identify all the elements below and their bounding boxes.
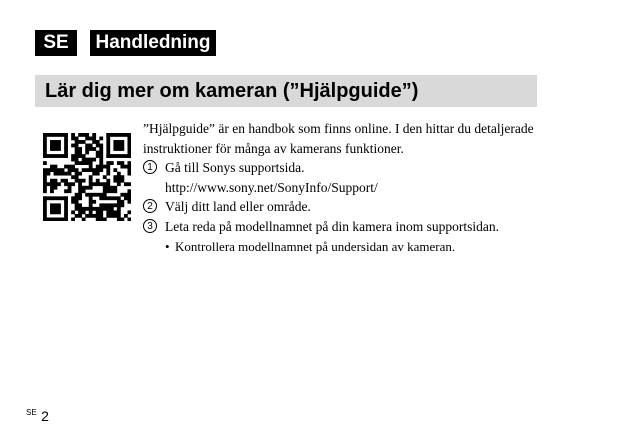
- qr-code-icon: [43, 133, 131, 221]
- step-text: Välj ditt land eller område.: [165, 199, 311, 214]
- intro-paragraph: ”Hjälpguide” är en handbok som finns online. I den hittar du detaljerade instruktioner för många av kamerans funktioner.: [143, 121, 534, 156]
- body-text: [143, 119, 543, 257]
- step-number: 3: [143, 219, 157, 233]
- page-prefix: SE: [26, 408, 37, 417]
- step-number: 2: [143, 199, 157, 213]
- note-item: [143, 237, 543, 257]
- step-2: [143, 197, 543, 217]
- step-number: 1: [143, 160, 157, 174]
- page-number-value: 2: [41, 408, 49, 424]
- language-badge: SE: [35, 30, 77, 56]
- step-1: [143, 158, 543, 197]
- bullet-icon: •: [165, 239, 170, 254]
- step-text: Gå till Sonys supportsida.: [165, 160, 305, 175]
- step-text: Leta reda på modellnamnet på din kamera inom supportsidan.: [165, 218, 500, 234]
- page-title: Lär dig mer om kameran (”Hjälpguide”): [45, 80, 419, 102]
- step-3: [143, 217, 543, 237]
- section-badge: Handledning: [90, 30, 216, 56]
- title-bar: [35, 75, 537, 107]
- page-number: [26, 408, 49, 426]
- support-url: http://www.sony.net/SonyInfo/Support/: [165, 179, 378, 195]
- note-text: Kontrollera modellnamnet på undersidan av kameran.: [175, 239, 456, 254]
